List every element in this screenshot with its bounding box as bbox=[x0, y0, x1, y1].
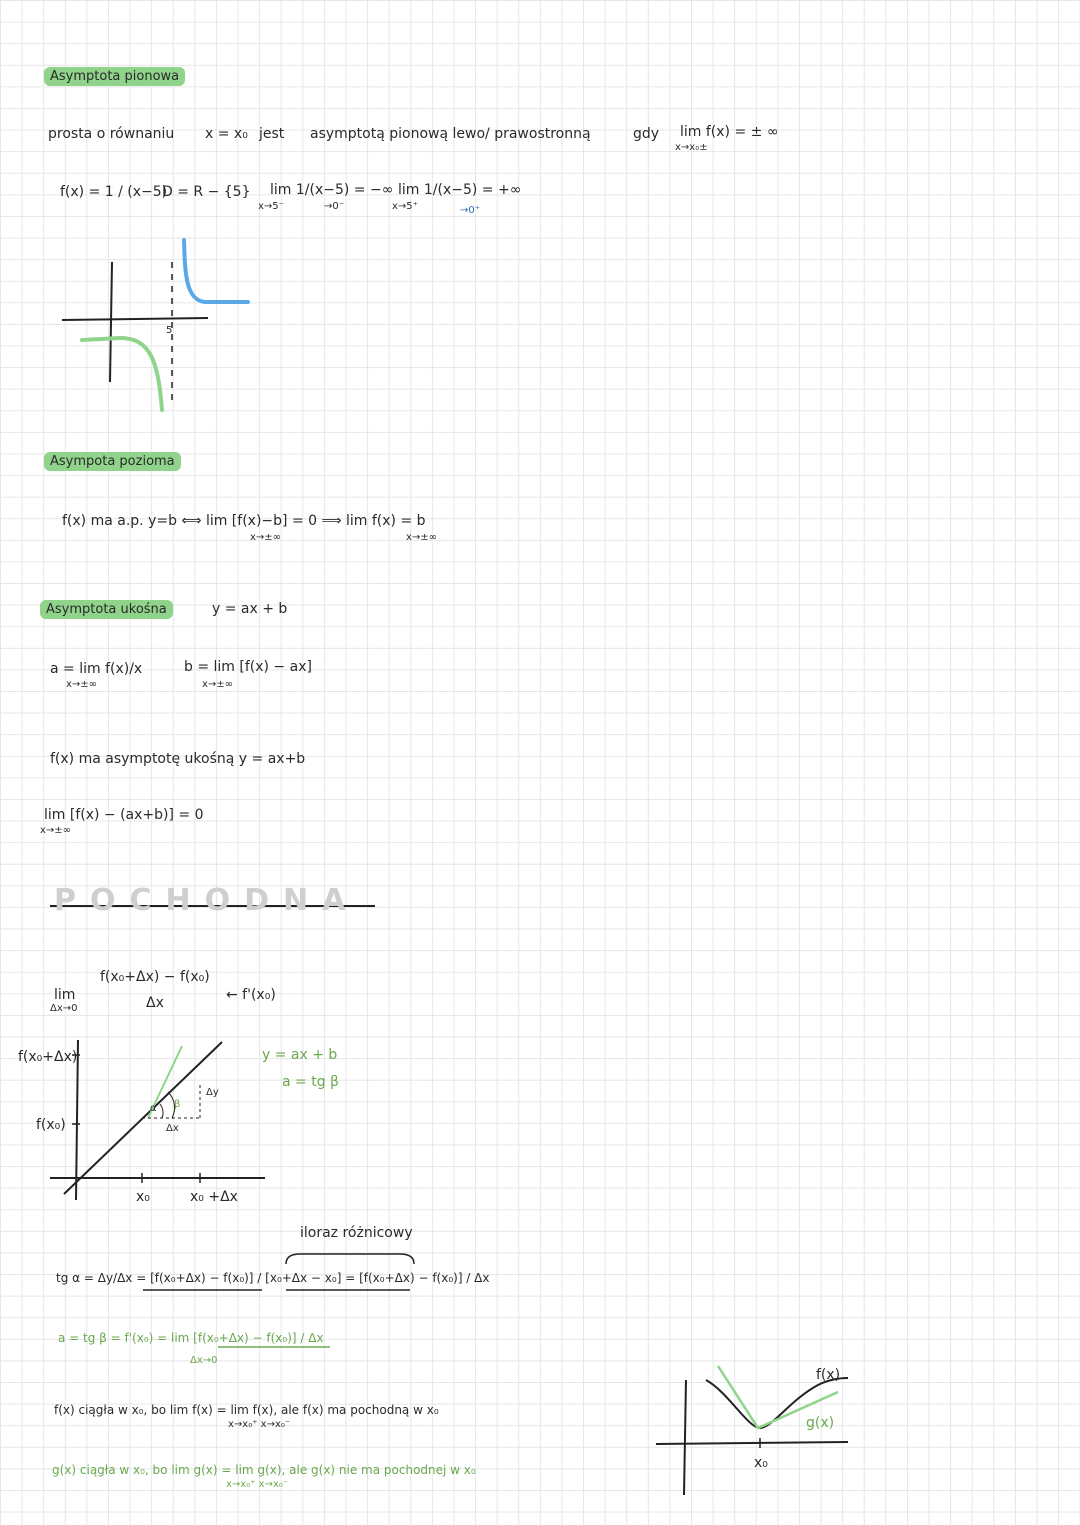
oblique-statement: f(x) ma asymptotę ukośną y = ax+b bbox=[50, 751, 306, 767]
horizontal-rule-sub2: x→±∞ bbox=[406, 532, 438, 543]
heading-oblique-asymptote: Asymptota ukośna bbox=[40, 600, 173, 619]
iloraz-label: iloraz różnicowy bbox=[300, 1225, 413, 1241]
graph1-tick-label: 5 bbox=[166, 325, 173, 336]
f-continuity-statement: f(x) ciągła w x₀, bo lim f(x) = lim f(x), ale f(x) ma pochodną w x₀ bbox=[54, 1403, 439, 1417]
definition-condition-sub: x→x₀± bbox=[675, 142, 708, 153]
tg-formula: tg α = Δy/Δx = [f(x₀+Δx) − f(x₀)] / [x₀+Δx − x₀] = [f(x₀+Δx) − f(x₀)] / Δx bbox=[56, 1271, 490, 1285]
oblique-b-sub: x→±∞ bbox=[202, 679, 234, 690]
axis-label-x0dx: x₀ +Δx bbox=[190, 1189, 238, 1205]
graph3-x0-label: x₀ bbox=[754, 1455, 768, 1471]
derivative-definition: a = tg β = f'(x₀) = lim [f(x₀+Δx) − f(x₀)] / Δx bbox=[58, 1331, 324, 1345]
f-continuity-sub: x→x₀⁺ x→x₀⁻ bbox=[228, 1419, 291, 1430]
oblique-a-sub: x→±∞ bbox=[66, 679, 98, 690]
horizontal-rule: f(x) ma a.p. y=b ⟺ lim [f(x)−b] = 0 ⟹ lim f(x) = b bbox=[62, 513, 426, 529]
graph1-x-axis bbox=[62, 318, 208, 320]
heading-horizontal-asymptote: Asympota pozioma bbox=[44, 452, 181, 471]
graph3-y-axis bbox=[684, 1380, 686, 1495]
example-domain: D = R − {5} bbox=[162, 184, 251, 200]
a-tg-beta: a = tg β bbox=[282, 1074, 339, 1090]
oblique-b-def: b = lim [f(x) − ax] bbox=[184, 659, 312, 675]
axis-label-fx0dx: f(x₀+Δx) bbox=[18, 1049, 78, 1065]
limit-left-sub: x→5⁻ bbox=[258, 201, 284, 212]
vertical-asymptote-graph bbox=[62, 240, 248, 410]
definition-condition: lim f(x) = ± ∞ bbox=[680, 124, 779, 140]
limit-left: lim 1/(x−5) = −∞ bbox=[270, 182, 394, 198]
graph2-alpha-label: α bbox=[150, 1103, 157, 1114]
derivative-lim-sub: Δx→0 bbox=[50, 1003, 78, 1014]
example-function: f(x) = 1 / (x−5) bbox=[60, 184, 168, 200]
oblique-limit-condition: lim [f(x) − (ax+b)] = 0 bbox=[44, 807, 204, 823]
graph3-g-label: g(x) bbox=[806, 1415, 835, 1431]
definition-when: gdy bbox=[633, 126, 660, 142]
oblique-a-def: a = lim f(x)/x bbox=[50, 661, 143, 677]
derivative-arrow-label: ← f'(x₀) bbox=[226, 987, 276, 1003]
limit-right-sub: x→5⁺ bbox=[392, 201, 418, 212]
derivative-definition-sub: Δx→0 bbox=[190, 1355, 218, 1366]
limit-right: lim 1/(x−5) = +∞ bbox=[398, 182, 522, 198]
graph2-alpha-arc bbox=[160, 1104, 163, 1118]
derivative-quotient-den: Δx bbox=[146, 995, 164, 1011]
iloraz-brace bbox=[286, 1254, 414, 1264]
oblique-limit-sub: x→±∞ bbox=[40, 825, 72, 836]
heading-vertical-asymptote: Asymptota pionowa bbox=[44, 67, 185, 86]
definition-mid: jest bbox=[259, 126, 285, 142]
definition-prefix: prosta o równaniu bbox=[48, 126, 175, 142]
axis-label-x0: x₀ bbox=[136, 1189, 150, 1205]
graph2-dy-label: Δy bbox=[206, 1087, 219, 1098]
graph1-right-branch bbox=[184, 240, 248, 302]
line-equation: y = ax + b bbox=[262, 1047, 338, 1063]
g-continuity-sub: x→x₀⁺ x→x₀⁻ bbox=[226, 1479, 289, 1490]
graph1-y-axis bbox=[110, 262, 112, 382]
derivative-graph bbox=[50, 1040, 265, 1200]
definition-suffix: asymptotą pionową lewo/ prawostronną bbox=[310, 126, 591, 142]
limit-left-note: →0⁻ bbox=[324, 201, 345, 212]
graph1-left-branch bbox=[82, 338, 162, 410]
definition-eq: x = x₀ bbox=[205, 126, 248, 142]
derivative-quotient: f(x₀+Δx) − f(x₀) bbox=[100, 969, 210, 985]
graph2-dx-label: Δx bbox=[166, 1123, 179, 1134]
graph2-beta-label: β bbox=[174, 1099, 181, 1110]
g-continuity-statement: g(x) ciągła w x₀, bo lim g(x) = lim g(x), ale g(x) nie ma pochodnej w x₀ bbox=[52, 1463, 476, 1477]
derivative-lim: lim bbox=[54, 987, 76, 1003]
horizontal-rule-sub1: x→±∞ bbox=[250, 532, 282, 543]
limit-right-note: →0⁺ bbox=[460, 205, 481, 216]
graph3-f-label: f(x) bbox=[816, 1367, 841, 1383]
axis-label-fx0: f(x₀) bbox=[36, 1117, 66, 1133]
heading-derivative: POCHODNA bbox=[54, 883, 360, 918]
oblique-form: y = ax + b bbox=[212, 601, 288, 617]
